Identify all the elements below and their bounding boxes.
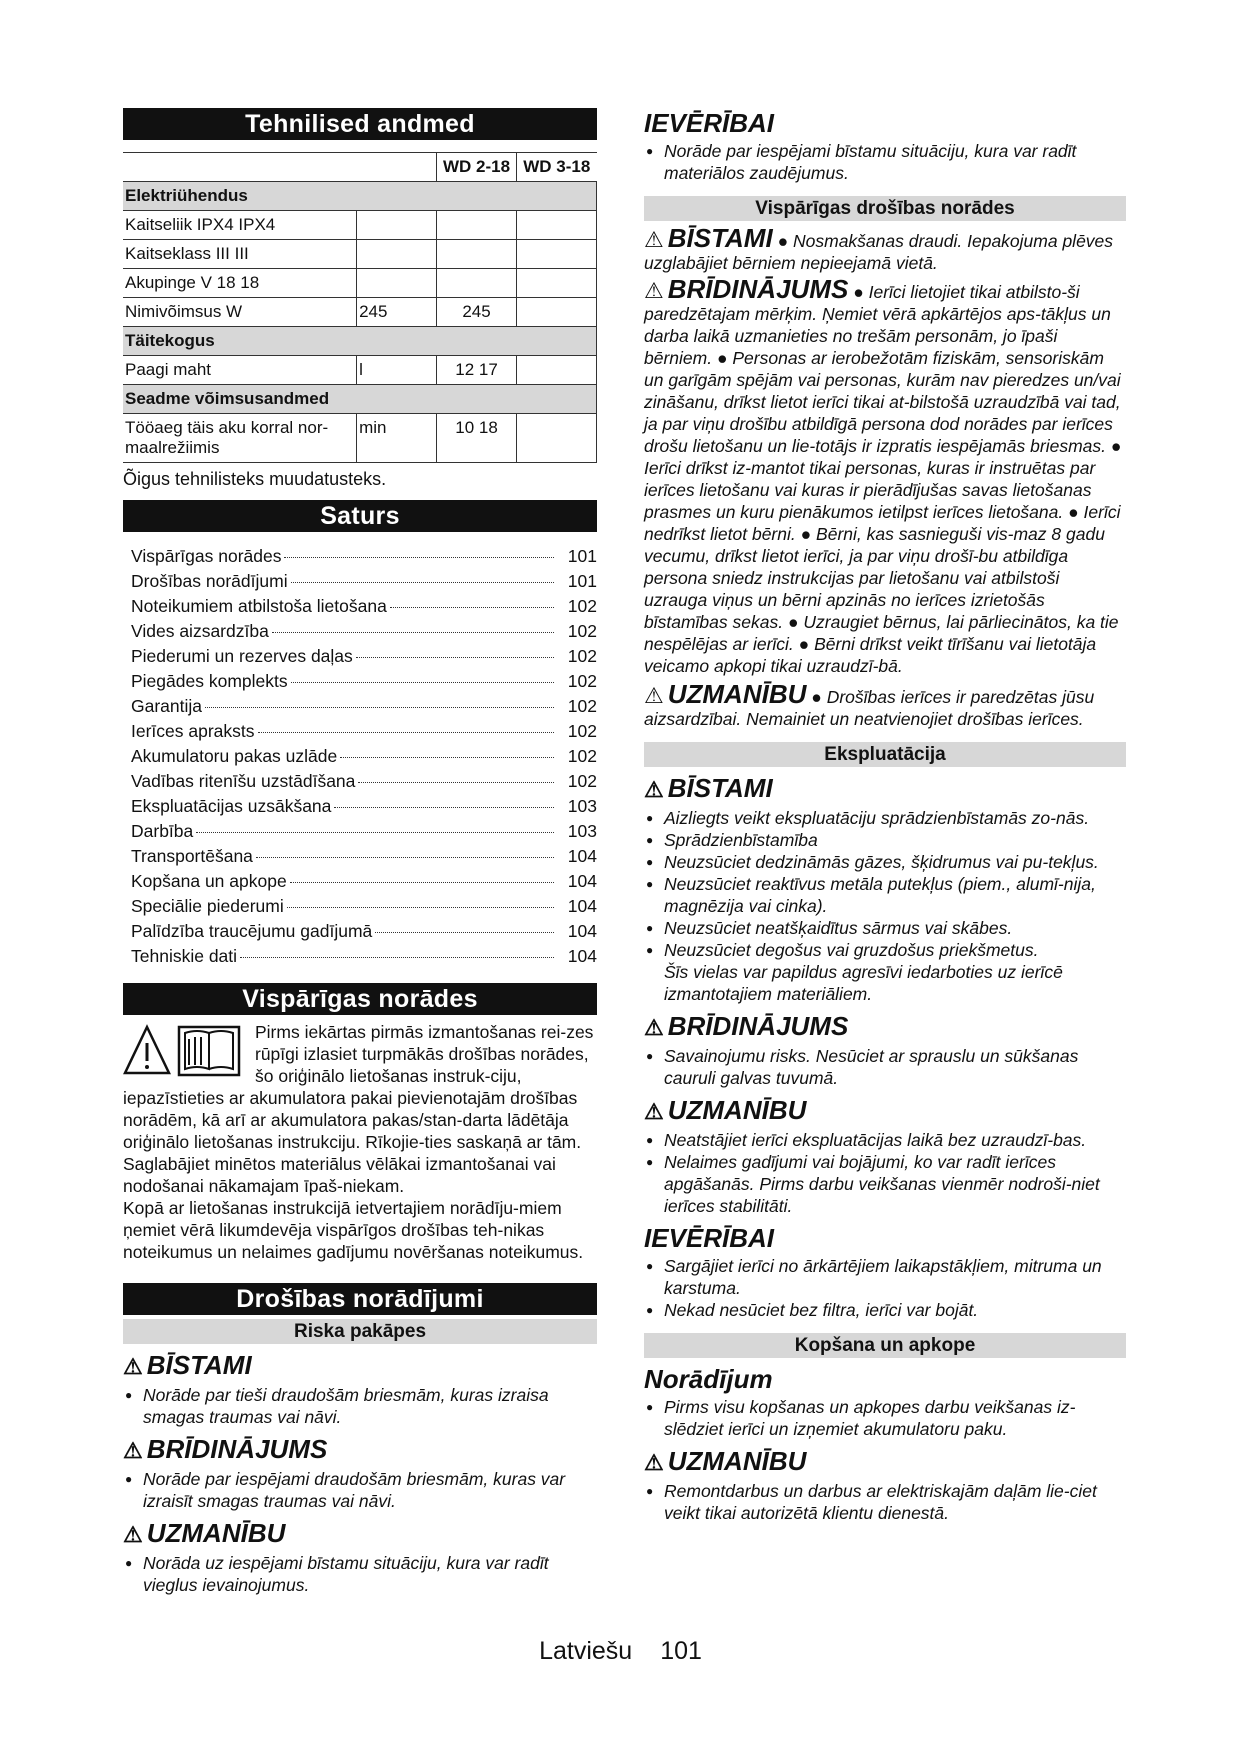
danger-text: Nosmakšanas draudi. Iepakojuma plēves uzglabājiet bērniem nepieejamā vietā.: [644, 231, 1114, 273]
warning-triangle-icon: ⚠: [123, 1354, 143, 1379]
warning-word: BRĪDINĀJUMS: [667, 274, 849, 304]
list-item: ● Pirms visu kopšanas un apkopes darbu veikšanas iz-slēdziet ierīci un izņemiet akumulatoru paku.: [644, 1396, 1126, 1440]
spec-label: Kaitseklass III III: [123, 240, 357, 269]
toc-leader: [340, 757, 554, 758]
general-paragraph-1: Pirms iekārtas pirmās izmantošanas rei-zes rūpīgi izlasiet turpmākās drošības norādes, šo oriģinālo lietošanas instruk-ciju, iepazīstieties ar akumulatora pakai pievienotajām drošības norādēm, kā arī ar akumulatora pakas/stan-darta lādētāja oriģinālo lietošanas instrukciju. Rīkojie-ties saskaņā ar tām. Saglabājiet minētos materiālus vēlākai izmantošanai vai nodošanai nākamajam īpaš-niekam.: [123, 1022, 594, 1196]
toc-entry[interactable]: [131, 746, 597, 771]
table-of-contents: [131, 546, 597, 971]
bullet-icon: ●: [777, 231, 793, 251]
toc-label: Transportēšana: [131, 846, 253, 866]
list-item: ● Sargājiet ierīci no ārkārtējiem laikapstākļiem, mitruma un karstuma.: [644, 1255, 1126, 1299]
toc-page: 102: [567, 771, 597, 791]
toc-entry[interactable]: [131, 571, 597, 596]
op-danger-list: [644, 807, 1126, 961]
toc-page: 102: [567, 721, 597, 741]
op-warning-title: [644, 1011, 1126, 1043]
list-item: ● Aizliegts veikt ekspluatāciju sprādzienbīstamās zo-nās.: [644, 807, 1126, 829]
warning-triangle-icon: ⚠: [644, 777, 664, 802]
spec-label: Tööaeg täis aku korral nor-maalrežiimis: [123, 414, 357, 463]
spec-header-blank: [123, 153, 437, 182]
toc-entry[interactable]: [131, 596, 597, 621]
toc-page: 101: [567, 546, 597, 566]
toc-entry[interactable]: [131, 846, 597, 871]
toc-entry[interactable]: [131, 696, 597, 721]
toc-label: Garantija: [131, 696, 203, 716]
operation-heading: Ekspluatācija: [644, 742, 1126, 767]
toc-page: 104: [567, 946, 597, 966]
spec-unit: min: [357, 414, 437, 463]
care-caution-title: [644, 1446, 1126, 1478]
bullet-icon: ●: [853, 282, 869, 302]
toc-page: 102: [567, 596, 597, 616]
op-warning-list: [644, 1045, 1126, 1089]
spec-section-row: [123, 182, 597, 211]
spec-value-1: 12 17: [437, 356, 517, 385]
toc-leader: [284, 557, 554, 558]
care-caution-list: [644, 1480, 1126, 1524]
op-danger-tail: Šīs vielas var papildus agresīvi iedarboties uz ierīcē izmantotajiem materiāliem.: [664, 962, 1063, 1004]
toc-page: 102: [567, 746, 597, 766]
toc-page: 103: [567, 821, 597, 841]
warning-triangle-icon: ⚠: [123, 1438, 143, 1463]
warning-triangle-icon: ⚠: [644, 1099, 664, 1124]
op-caution-word: UZMANĪBU: [667, 1095, 807, 1125]
list-item: ● Neuzsūciet degošus vai gruzdošus priekšmetus.: [644, 939, 1126, 961]
spec-section-row: [123, 327, 597, 356]
toc-leader: [240, 957, 554, 958]
spec-unit: [357, 240, 437, 269]
list-item: ● Nekad nesūciet bez filtra, ierīci var bojāt.: [644, 1299, 1126, 1321]
warning-manual-icon: [123, 1021, 247, 1081]
toc-label: Noteikumiem atbilstoša lietošana: [131, 596, 387, 616]
spec-header-model: WD 2-18: [437, 153, 517, 182]
toc-entry[interactable]: [131, 896, 597, 921]
spec-label: Akupinge V 18 18: [123, 269, 357, 298]
danger-note: [644, 223, 1126, 274]
spec-value-1: [437, 211, 517, 240]
spec-unit: [357, 211, 437, 240]
risk-title: [123, 1518, 597, 1550]
list-item: ● Neuzsūciet dedzināmās gāzes, šķidrumus vai pu-tekļus.: [644, 851, 1126, 873]
spec-value-2: [517, 414, 597, 463]
op-caution-list: [644, 1129, 1126, 1217]
toc-entry[interactable]: [131, 546, 597, 571]
risk-description: ● Norāda uz iespējami bīstamu situāciju, kura var radīt vieglus ievainojumus.: [123, 1552, 597, 1596]
list-item: ● Neuzsūciet reaktīvus metāla putekļus (piem., alumī-nija, magnēzija vai cinka).: [644, 873, 1126, 917]
list-item: ● Neatstājiet ierīci ekspluatācijas laikā bez uzraudzī-bas.: [644, 1129, 1126, 1151]
risk-description-list: [123, 1384, 597, 1428]
spec-unit: 245: [357, 298, 437, 327]
left-column: [123, 108, 597, 1596]
toc-leader: [258, 732, 554, 733]
op-notice-title: IEVĒRĪBAI: [644, 1223, 775, 1253]
toc-label: Piederumi un rezerves daļas: [131, 646, 353, 666]
op-warning-word: BRĪDINĀJUMS: [667, 1011, 849, 1041]
right-column: [644, 108, 1126, 1524]
toc-leader: [256, 857, 554, 858]
toc-entry[interactable]: [131, 621, 597, 646]
toc-page: 102: [567, 671, 597, 691]
toc-entry[interactable]: [131, 646, 597, 671]
spec-row: [123, 356, 597, 385]
toc-heading: Saturs: [123, 500, 597, 532]
care-caution-word: UZMANĪBU: [667, 1446, 807, 1476]
notice-list: [644, 140, 1126, 184]
toc-label: Tehniskie dati: [131, 946, 238, 966]
toc-page: 104: [567, 871, 597, 891]
spec-value-2: [517, 211, 597, 240]
toc-label: Ierīces apraksts: [131, 721, 255, 741]
general-section: [123, 1021, 597, 1263]
spec-unit: l: [357, 356, 437, 385]
list-item: ● Sprādzienbīstamība: [644, 829, 1126, 851]
spec-label: Nimivõimsus W: [123, 298, 357, 327]
spec-value-1: [437, 269, 517, 298]
risk-levels-heading: Riska pakāpes: [123, 1319, 597, 1344]
risk-word: BRĪDINĀJUMS: [146, 1434, 328, 1464]
tech-note: Õigus tehnilisteks muudatusteks.: [123, 469, 387, 489]
toc-leader: [356, 657, 554, 658]
list-item: ● Neuzsūciet neatšķaidītus sārmus vai skābes.: [644, 917, 1126, 939]
toc-leader: [196, 832, 554, 833]
general-safety-heading: Vispārīgas drošības norādes: [644, 196, 1126, 221]
toc-leader: [287, 907, 554, 908]
toc-leader: [390, 607, 554, 608]
notice-item: ● Norāde par iespējami bīstamu situāciju, kura var radīt materiālos zaudējumus.: [644, 140, 1126, 184]
spec-section-label: Seadme võimsusandmed: [123, 385, 597, 414]
spec-row: [123, 298, 597, 327]
tech-data-heading: Tehnilised andmed: [123, 108, 597, 140]
toc-page: 104: [567, 846, 597, 866]
toc-page: 101: [567, 571, 597, 591]
toc-entry[interactable]: [131, 871, 597, 896]
list-item: ● Savainojumu risks. Nesūciet ar sprauslu un sūkšanas cauruli galvas tuvumā.: [644, 1045, 1126, 1089]
warning-triangle-icon: ⚠: [644, 278, 664, 303]
risk-word: UZMANĪBU: [146, 1518, 286, 1548]
list-item: ● Remontdarbus un darbus ar elektriskajām daļām lie-ciet veikt tikai autorizētā klientu dienestā.: [644, 1480, 1126, 1524]
toc-entry[interactable]: [131, 771, 597, 796]
risk-description: ● Norāde par tieši draudošām briesmām, kuras izraisa smagas traumas vai nāvi.: [123, 1384, 597, 1428]
spec-section-label: Elektriühendus: [123, 182, 597, 211]
warning-triangle-icon: ⚠: [644, 1450, 664, 1475]
toc-page: 104: [567, 896, 597, 916]
risk-word: BĪSTAMI: [146, 1350, 252, 1380]
op-notice-list: [644, 1255, 1126, 1321]
spec-row: [123, 211, 597, 240]
toc-entry[interactable]: [131, 671, 597, 696]
toc-page: 102: [567, 621, 597, 641]
danger-word: BĪSTAMI: [667, 223, 773, 253]
caution-note: [644, 679, 1126, 730]
spec-section-row: [123, 385, 597, 414]
toc-label: Darbība: [131, 821, 194, 841]
spec-header-model: WD 3-18: [517, 153, 597, 182]
toc-leader: [291, 582, 554, 583]
caution-text: Drošības ierīces ir paredzētas jūsu aizsardzībai. Nemainiet un neatvienojiet drošības ierīces.: [644, 687, 1095, 729]
spec-row: [123, 240, 597, 269]
risk-levels: [123, 1350, 597, 1596]
spec-value-1: 245: [437, 298, 517, 327]
spec-section-label: Täitekogus: [123, 327, 597, 356]
notice-title: IEVĒRĪBAI: [644, 108, 775, 138]
op-danger-word: BĪSTAMI: [667, 773, 773, 803]
toc-page: 102: [567, 646, 597, 666]
risk-description-list: [123, 1468, 597, 1512]
care-note-list: [644, 1396, 1126, 1440]
warning-triangle-icon: ⚠: [644, 227, 664, 252]
care-heading: Kopšana un apkope: [644, 1333, 1126, 1358]
general-paragraph-2: Kopā ar lietošanas instrukcijā ietvertajiem norādīju-miem ņemiet vērā likumdevēja vispārīgos drošības teh-nikas noteikumus un nelaimes gadījumu novēršanas noteikumus.: [123, 1198, 584, 1262]
toc-label: Vispārīgas norādes: [131, 546, 282, 566]
warning-text: Ierīci lietojiet tikai atbilsto-ši paredzētajam mērķim. Ņemiet vērā apkārtējos aps-tākļus un darba laikā uzmanieties no trešām personām, jo īpaši bērniem. ● Personas ar ierobežotām fiziskām, sensoriskām un garīgām spējām vai personas, kurām nav pieredzes un/vai zināšanu, drīkst lietot ierīci tikai at-bilstošā uzraudzībā vai tad, ja par viņu drošību atbildīgā persona dod norādes par ierīces drošu lietošanu un lie-totājs ir izpratis iespējamās briesmas. ● Ierīci drīkst iz-mantot tikai personas, kuras ir instruētas par ierīces lietošanu vai kuras ir pierādījušas savas lietošanas prasmes un kuru pienākumos ietilpst ierīces lietošana. ● Ierīci nedrīkst lietot bērni. ● Bērni, kas sasnieguši vis-maz 8 gadu vecumu, drīkst lietot ierīci, ja par viņu drošī-bu atbildīga persona sniedz instrukcijas par lietošanu vai atbilstoši uzrauga viņus un bērni apzinās no ierīces izrietošās bīstamības sekas. ● Uzraugiet bērnus, lai pārliecinātos, ka tie nespēlējas ar ierīci. ● Bērni drīkst veikt tīrīšanu vai lietotāja veicamo apkopi tikai uzraudzī-bā.: [644, 282, 1122, 676]
toc-leader: [291, 682, 554, 683]
op-danger-title: [644, 773, 1126, 805]
toc-entry[interactable]: [131, 946, 597, 971]
toc-leader: [290, 882, 554, 883]
safety-heading: Drošības norādījumi: [123, 1283, 597, 1315]
toc-entry[interactable]: [131, 796, 597, 821]
risk-title: [123, 1350, 597, 1382]
warning-triangle-icon: ⚠: [644, 683, 664, 708]
warning-note: [644, 274, 1126, 677]
care-note-title: Norādījum: [644, 1364, 773, 1394]
spec-label: Paagi maht: [123, 356, 357, 385]
footer-language: Latviešu: [539, 1637, 633, 1665]
toc-entry[interactable]: [131, 821, 597, 846]
caution-word: UZMANĪBU: [667, 679, 807, 709]
spec-value-2: [517, 298, 597, 327]
spec-value-1: 10 18: [437, 414, 517, 463]
toc-leader: [334, 807, 554, 808]
toc-label: Piegādes komplekts: [131, 671, 288, 691]
page-footer: [0, 1637, 1241, 1666]
toc-label: Speciālie piederumi: [131, 896, 284, 916]
toc-leader: [205, 707, 554, 708]
spec-value-1: [437, 240, 517, 269]
toc-entry[interactable]: [131, 721, 597, 746]
spec-value-2: [517, 356, 597, 385]
spec-unit: [357, 269, 437, 298]
risk-title: [123, 1434, 597, 1466]
risk-description-list: [123, 1552, 597, 1596]
warning-triangle-icon: ⚠: [644, 1015, 664, 1040]
bullet-icon: ●: [811, 687, 827, 707]
spec-header-row: [123, 153, 597, 182]
toc-leader: [358, 782, 554, 783]
toc-leader: [272, 632, 554, 633]
spec-row: [123, 269, 597, 298]
toc-page: 104: [567, 921, 597, 941]
spec-value-2: [517, 240, 597, 269]
risk-description: ● Norāde par iespējami draudošām briesmām, kuras var izraisīt smagas traumas vai nāvi.: [123, 1468, 597, 1512]
page-number: 101: [660, 1637, 702, 1665]
toc-label: Palīdzība traucējumu gadījumā: [131, 921, 373, 941]
toc-label: Vadības ritenīšu uzstādīšana: [131, 771, 356, 791]
general-heading: Vispārīgas norādes: [123, 983, 597, 1015]
toc-label: Ekspluatācijas uzsākšana: [131, 796, 332, 816]
toc-entry[interactable]: [131, 921, 597, 946]
spec-table: [123, 152, 597, 463]
toc-page: 103: [567, 796, 597, 816]
list-item: ● Nelaimes gadījumi vai bojājumi, ko var radīt ierīces apgāšanās. Pirms darbu veikšanas vienmēr nodroši-niet ierīces stabilitāti.: [644, 1151, 1126, 1217]
toc-page: 102: [567, 696, 597, 716]
toc-label: Akumulatoru pakas uzlāde: [131, 746, 338, 766]
op-caution-title: [644, 1095, 1126, 1127]
spec-label: Kaitseliik IPX4 IPX4: [123, 211, 357, 240]
spec-row: [123, 414, 597, 463]
toc-label: Vides aizsardzība: [131, 621, 269, 641]
warning-triangle-icon: ⚠: [123, 1522, 143, 1547]
toc-label: Drošības norādījumi: [131, 571, 288, 591]
spec-value-2: [517, 269, 597, 298]
toc-label: Kopšana un apkope: [131, 871, 287, 891]
toc-leader: [375, 932, 554, 933]
